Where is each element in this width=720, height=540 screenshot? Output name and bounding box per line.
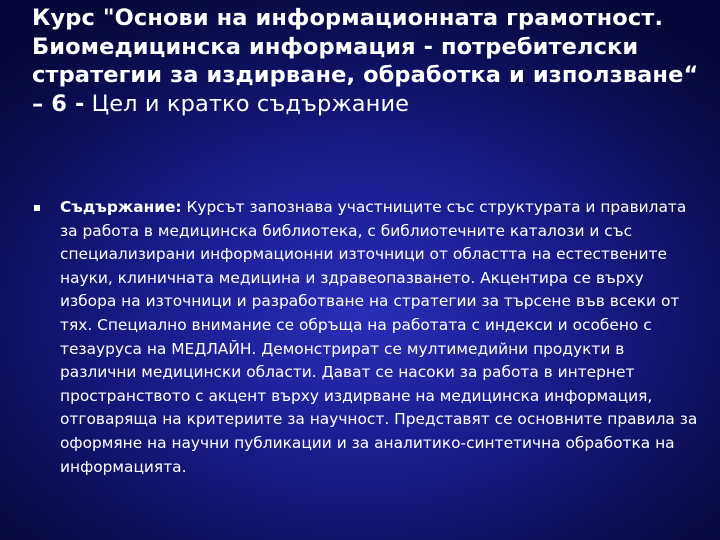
content-body-text: Курсът запознава участниците със структурата и правилата за работа в медицинска библиотека, с библиотечните каталози и със специализирани информационни източници от областта на естествените науки, клиничната медицина и здравеопазването. Акцентира се върху избора на източници и разработване на стратегии за търсене във всеки от тях. Специално внимание се обръща на работата с индекси и особено с тезауруса на МЕДЛАЙН. Демонстрират се мултимедийни продукти в различни медицински области. Дават се насоки за работа в интернет пространството с акцент върху издирване на медицинска информация, отговаряща на критериите за научност. Представят се основните правила за оформяне на научни публикации и за аналитико-синтетична обработка на информацията.: [60, 198, 698, 476]
content-bullet-item: [32, 196, 700, 479]
slide-title-bold: Курс "Основи на информационната грамотност. Биомедицинска информация - потребителски стратегии за издирване, обработка и използване“ – 6 -: [32, 5, 699, 117]
slide-title-rest: Цел и кратко съдържание: [84, 90, 410, 117]
content-lead-label: Съдържание:: [60, 198, 182, 216]
square-bullet-icon: [34, 205, 40, 211]
content-list: [32, 196, 700, 479]
slide-title: [32, 4, 702, 118]
